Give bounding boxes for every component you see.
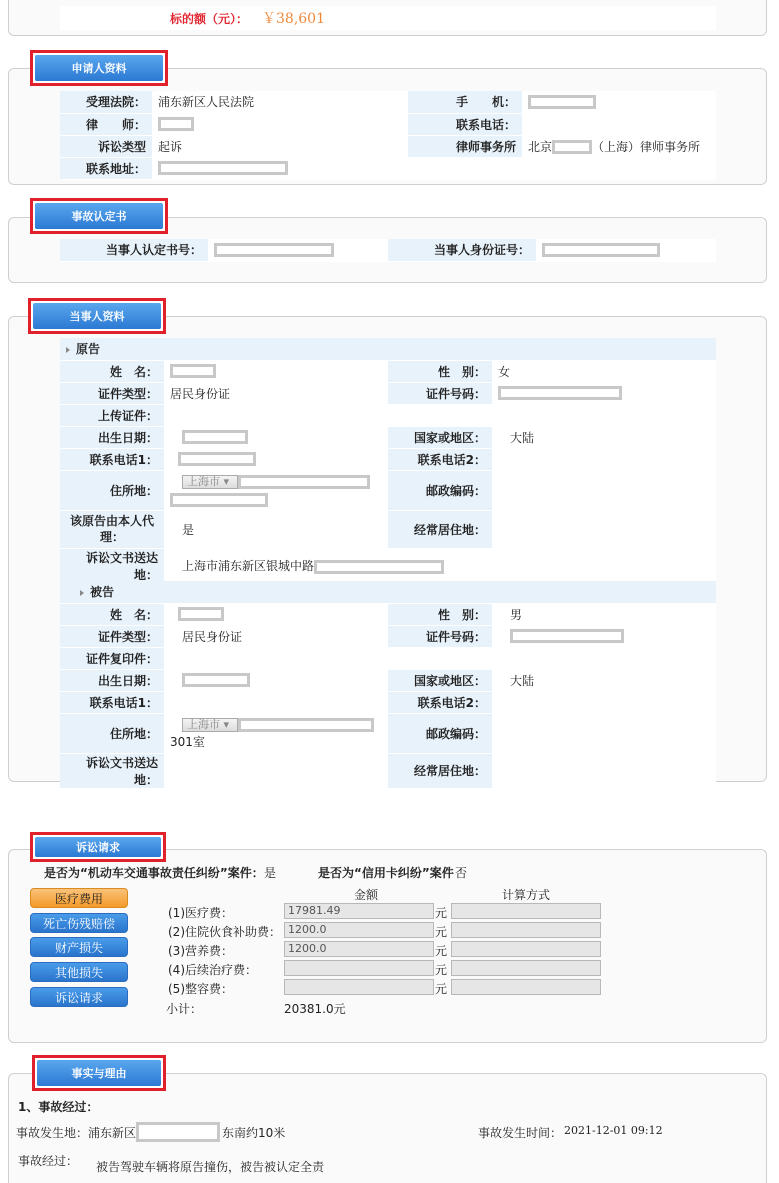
defendant-header-label: 被告 — [90, 585, 115, 600]
accident-desc-label: 事故经过： — [18, 1154, 79, 1168]
p-phone1-redacted — [178, 452, 256, 466]
facts-heading: 1、事故经过： — [18, 1100, 99, 1114]
d-name-redacted — [178, 607, 224, 621]
claim-item-label-2: (2)住院伙食补助费： — [168, 925, 281, 939]
accident-section-header[interactable] — [30, 198, 168, 234]
claim-item-unit-4: 元 — [435, 963, 448, 977]
p-residence-city-select[interactable]: 上海市 ▾ — [182, 475, 238, 489]
p-service-value: 上海市浦东新区银城中路 — [182, 559, 315, 573]
claim-item-unit-5: 元 — [435, 982, 448, 996]
case-type-value: 起诉 — [152, 135, 408, 157]
claim-item-unit-2: 元 — [435, 925, 448, 939]
subtotal-label: 小计： — [166, 1002, 203, 1016]
applicant-section-header[interactable] — [30, 50, 168, 86]
p-residence-label: 住所地： — [60, 470, 164, 510]
amount-value: ￥38,601 — [262, 11, 325, 27]
claim-item-amount-1[interactable]: 17981.49 — [284, 903, 434, 919]
p-birth-redacted — [182, 430, 248, 444]
claim-item-unit-3: 元 — [435, 944, 448, 958]
d-gender-value: 男 — [492, 603, 716, 625]
p-phone2-label: 联系电话2： — [388, 448, 492, 470]
accident-time-label: 事故发生时间： — [478, 1126, 563, 1140]
p-residence-redacted-2 — [170, 493, 268, 507]
d-id-no-label: 证件号码： — [388, 625, 492, 647]
p-id-no-label: 证件号码： — [388, 382, 492, 404]
cert-no-redacted — [214, 243, 334, 257]
other-loss-button[interactable]: 其他损失 — [30, 962, 128, 982]
p-self-agent-label: 该原告由本人代理： — [60, 510, 164, 548]
party-id-redacted — [542, 243, 660, 257]
amount-label: 标的额（元）： — [170, 12, 249, 26]
accident-desc-value: 被告驾驶车辆将原告撞伤，被告被认定全责 — [96, 1160, 325, 1174]
d-service-label: 诉讼文书送达地： — [60, 753, 164, 788]
claim-section-header[interactable] — [30, 832, 166, 862]
law-firm-value-b: （上海）律师事务所 — [592, 139, 701, 154]
p-birth-label: 出生日期： — [60, 426, 164, 448]
d-service-value — [164, 753, 388, 788]
p-service-redacted — [314, 560, 444, 574]
p-id-type-value: 居民身份证 — [164, 382, 388, 404]
p-habitual-label: 经常居住地： — [388, 510, 492, 548]
law-firm-label: 律师事务所 — [408, 135, 522, 157]
d-copy-value — [164, 647, 716, 669]
law-firm-value-a: 北京 — [528, 139, 553, 154]
p-residence-city-value: 上海市 — [187, 474, 220, 488]
d-habitual-value — [492, 753, 716, 788]
address-label: 联系地址： — [60, 157, 152, 179]
d-phone1-value — [164, 691, 388, 713]
claim-item-method-5[interactable] — [451, 979, 601, 995]
d-phone2-value — [492, 691, 716, 713]
claim-item-amount-5[interactable] — [284, 979, 434, 995]
property-loss-button[interactable]: 财产损失 — [30, 937, 128, 957]
claim-item-amount-3[interactable]: 1200.0 — [284, 941, 434, 957]
q2-label: 是否为“信用卡纠纷”案件 — [318, 866, 454, 880]
facts-section-title: 事实与理由 — [37, 1060, 161, 1086]
d-residence-room: 301室 — [170, 735, 205, 749]
defendant-table — [60, 581, 716, 789]
lawyer-redacted — [158, 117, 194, 131]
cert-no-label: 当事人认定书号： — [60, 239, 208, 261]
col-amount-header: 金额 — [354, 888, 379, 902]
claim-item-label-3: (3)营养费： — [168, 944, 233, 958]
lawyer-label: 律 师： — [60, 113, 152, 135]
accident-table — [60, 239, 716, 262]
d-residence-label: 住所地： — [60, 713, 164, 753]
claim-item-method-4[interactable] — [451, 960, 601, 976]
d-birth-redacted — [182, 673, 250, 687]
p-postal-value — [492, 470, 716, 510]
p-region-label: 国家或地区： — [388, 426, 492, 448]
d-postal-label: 邮政编码： — [388, 713, 492, 753]
d-copy-label: 证件复印件： — [60, 647, 164, 669]
claim-item-amount-4[interactable] — [284, 960, 434, 976]
accident-place-a: 浦东新区 — [88, 1126, 137, 1140]
p-upload-value — [164, 404, 716, 426]
d-birth-label: 出生日期： — [60, 669, 164, 691]
p-name-redacted — [170, 364, 216, 378]
claim-item-method-2[interactable] — [451, 922, 601, 938]
plaintiff-header-label: 原告 — [76, 342, 101, 357]
d-id-type-label: 证件类型： — [60, 625, 164, 647]
d-residence-city-select[interactable]: 上海市 ▾ — [182, 718, 238, 732]
d-region-value: 大陆 — [492, 669, 716, 691]
p-region-value: 大陆 — [492, 426, 716, 448]
party-section-header[interactable] — [28, 298, 166, 334]
q1-value: 是 — [264, 866, 277, 880]
d-phone2-label: 联系电话2： — [388, 691, 492, 713]
mobile-label: 手 机： — [408, 91, 522, 113]
p-habitual-value — [492, 510, 716, 548]
court-label: 受理法院： — [60, 91, 152, 113]
p-service-label: 诉讼文书送达地： — [60, 548, 164, 583]
litigation-request-button[interactable]: 诉讼请求 — [30, 987, 128, 1007]
claim-item-unit-1: 元 — [435, 906, 448, 920]
d-residence-redacted — [238, 718, 374, 732]
p-gender-value: 女 — [492, 360, 716, 382]
claim-section-title: 诉讼请求 — [35, 837, 161, 857]
d-id-type-value: 居民身份证 — [164, 625, 388, 647]
p-id-type-label: 证件类型： — [60, 382, 164, 404]
d-id-no-redacted — [510, 629, 624, 643]
phone-label: 联系电话： — [408, 113, 522, 135]
accident-place-label: 事故发生地： — [16, 1126, 89, 1140]
address-redacted — [158, 161, 288, 175]
p-phone1-label: 联系电话1： — [60, 448, 164, 470]
claim-item-amount-2[interactable]: 1200.0 — [284, 922, 434, 938]
death-disability-button[interactable]: 死亡伤残赔偿 — [30, 913, 128, 933]
p-gender-label: 性 别： — [388, 360, 492, 382]
d-name-label: 姓 名： — [60, 603, 164, 625]
expand-triangle-icon — [80, 590, 84, 596]
claim-item-method-1[interactable] — [451, 903, 601, 919]
p-postal-label: 邮政编码： — [388, 470, 492, 510]
plaintiff-header[interactable] — [60, 338, 716, 360]
d-gender-label: 性 别： — [388, 603, 492, 625]
party-section-title: 当事人资料 — [33, 303, 161, 329]
accident-section-title: 事故认定书 — [35, 203, 163, 229]
defendant-header[interactable] — [60, 581, 716, 603]
p-self-agent-value: 是 — [164, 510, 388, 548]
p-name-label: 姓 名： — [60, 360, 164, 382]
accident-place-b: 东南约10米 — [222, 1126, 286, 1140]
d-phone1-label: 联系电话1： — [60, 691, 164, 713]
claim-item-method-3[interactable] — [451, 941, 601, 957]
d-residence-city-value: 上海市 — [187, 717, 220, 731]
expand-triangle-icon — [66, 347, 70, 353]
amount-row — [60, 6, 716, 30]
claim-item-label-5: (5)整容费： — [168, 982, 233, 996]
q2-value: 否 — [455, 866, 468, 880]
plaintiff-table — [60, 338, 716, 584]
medical-expense-button[interactable]: 医疗费用 — [30, 888, 128, 908]
case-type-label: 诉讼类型 — [60, 135, 152, 157]
accident-time-value: 2021-12-01 09:12 — [564, 1124, 663, 1137]
claim-item-label-4: (4)后续治疗费： — [168, 963, 257, 977]
facts-section-header[interactable] — [32, 1055, 166, 1091]
p-residence-redacted — [238, 475, 370, 489]
mobile-redacted — [528, 95, 596, 109]
court-value: 浦东新区人民法院 — [152, 91, 408, 113]
accident-place-redacted — [136, 1122, 220, 1142]
law-firm-redacted — [552, 140, 592, 154]
subtotal-value: 20381.0元 — [284, 1002, 346, 1016]
applicant-section-title: 申请人资料 — [35, 55, 163, 81]
party-id-label: 当事人身份证号： — [388, 239, 536, 261]
col-method-header: 计算方式 — [502, 888, 551, 902]
d-postal-value — [492, 713, 716, 753]
claim-item-label-1: (1)医疗费： — [168, 906, 233, 920]
p-upload-label: 上传证件： — [60, 404, 164, 426]
phone-value — [522, 113, 716, 135]
p-id-no-redacted — [498, 386, 622, 400]
d-region-label: 国家或地区： — [388, 669, 492, 691]
q1-label: 是否为“机动车交通事故责任纠纷”案件： — [44, 866, 264, 880]
p-phone2-value — [492, 448, 716, 470]
applicant-table — [60, 91, 716, 180]
d-habitual-label: 经常居住地： — [388, 753, 492, 788]
